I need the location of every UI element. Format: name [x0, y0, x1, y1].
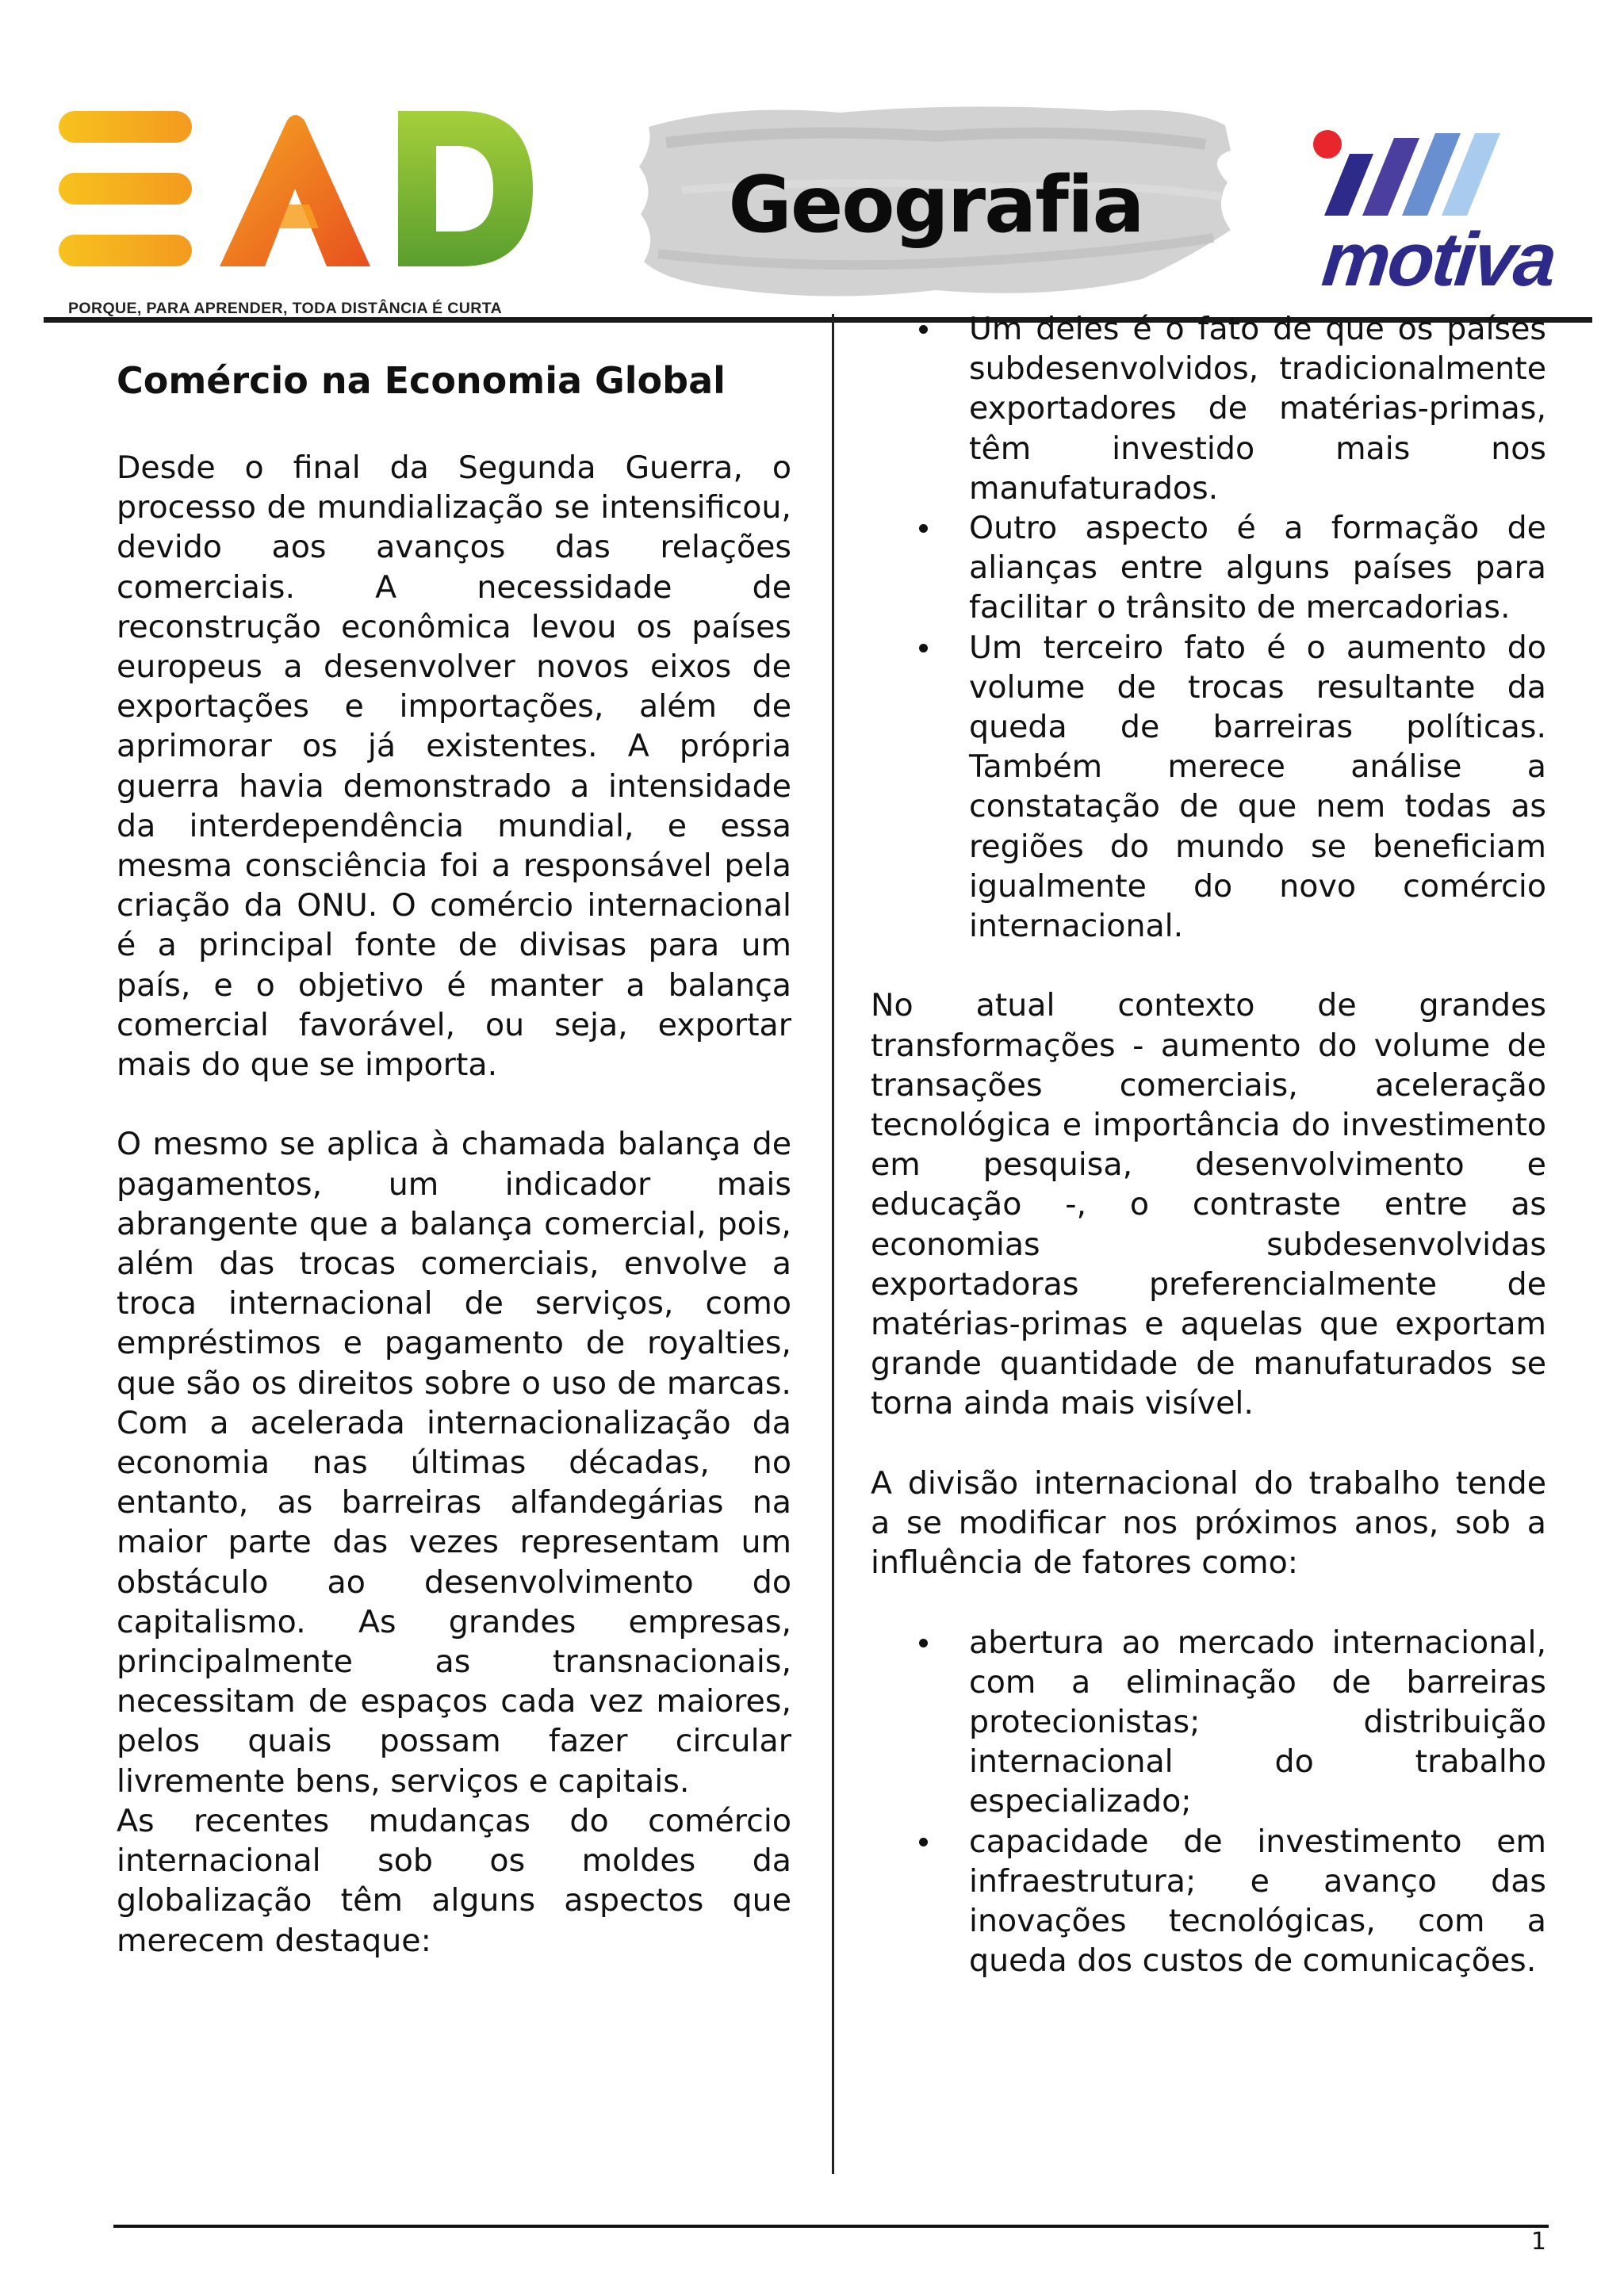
- list-item: Um deles é o fato de que os países subdesenvolvidos, tradicionalmente exportadores de matérias-primas, têm investido mais nos manufaturados.: [871, 309, 1546, 508]
- right-column: [871, 309, 1546, 1980]
- page-number: 1: [1530, 2228, 1546, 2256]
- ead-tagline: PORQUE, PARA APRENDER, TODA DISTÂNCIA É CURTA: [68, 300, 503, 317]
- bullet-icon: [919, 325, 928, 334]
- bullet-icon: [919, 1639, 928, 1647]
- subject-banner: [634, 95, 1237, 309]
- article-title: Comércio na Economia Global: [117, 359, 726, 402]
- division-paragraph: A divisão internacional do trabalho tende a se modificar nos próximos anos, sob a influência de fatores como:: [871, 1464, 1546, 1582]
- list-item: Outro aspecto é a formação de alianças entre alguns países para facilitar o trânsito de mercadorias.: [871, 508, 1546, 628]
- list-item: capacidade de investimento em infraestrutura; e avanço das inovações tecnológicas, com a queda dos custos de comunicações.: [871, 1822, 1546, 1981]
- factors-list: [871, 1623, 1546, 1981]
- context-paragraph: No atual contexto de grandes transformações - aumento do volume de transações comerciais, aceleração tecnológica e importância do investimento em pesquisa, desenvolvimento e educação -, o contraste entre as economias subdesenvolvidas exportadoras preferencialmente de matérias-primas e aquelas que exportam grande quantidade de manufaturados se torna ainda mais visível.: [871, 987, 1546, 1422]
- footer-rule: [113, 2225, 1549, 2228]
- motiva-wordmark: motiva: [1318, 217, 1559, 302]
- balance-paragraph: O mesmo se aplica à chamada balança de pagamentos, um indicador mais abrangente que a balança comercial, pois, além das trocas comerciais, envolve a troca internacional de serviços, como empréstimos e pagamento de royalties, que são os direitos sobre o uso de marcas. Com a acelerada internacionalização da economia nas últimas décadas, no entanto, as barreiras alfandegárias na maior parte das vezes representam um obstáculo ao desenvolvimento do capitalismo. As grandes empresas, principalmente as transnacionais, necessitam de espaços cada vez maiores, pelos quais possam fazer circular livremente bens, serviços e capitais.: [117, 1126, 791, 1800]
- motiva-logo: [1300, 127, 1570, 311]
- bullet-icon: [919, 1838, 928, 1846]
- intro-paragraph: Desde o final da Segunda Guerra, o processo de mundialização se intensificou, devido aos avanços das relações comerciais. A necessidade de reconstrução econômica levou os países europeus a desenvolver novos eixos de exportações e importações, além de aprimorar os já existentes. A própria guerra havia demonstrado a intensidade da interdependência mundial, e essa mesma consciência foi a responsável pela criação da ONU. O comércio internacional é a principal fonte de divisas para um país, e o objetivo é manter a balança comercial favorável, ou seja, exportar mais do que se importa.: [117, 450, 791, 1084]
- subject-title: Geografia: [728, 160, 1143, 251]
- aspects-intro-paragraph: As recentes mudanças do comércio internacional sob os moldes da globalização têm alguns aspectos que merecem destaque:: [117, 1802, 791, 1959]
- list-item: Um terceiro fato é o aumento do volume de trocas resultante da queda de barreiras políticas. Também merece análise a constatação de que nem todas as regiões do mundo se beneficiam igualmente do novo comércio internacional.: [871, 628, 1546, 947]
- column-divider: [832, 314, 834, 2174]
- bullet-icon: [919, 524, 928, 533]
- left-column: [117, 353, 791, 1961]
- aspects-list: [871, 309, 1546, 946]
- ead-logo-mark: [57, 109, 565, 300]
- list-item: abertura ao mercado internacional, com a eliminação de barreiras protecionistas; distribuição internacional do trabalho especializado;: [871, 1623, 1546, 1822]
- bullet-icon: [919, 644, 928, 652]
- ead-logo: [57, 109, 565, 323]
